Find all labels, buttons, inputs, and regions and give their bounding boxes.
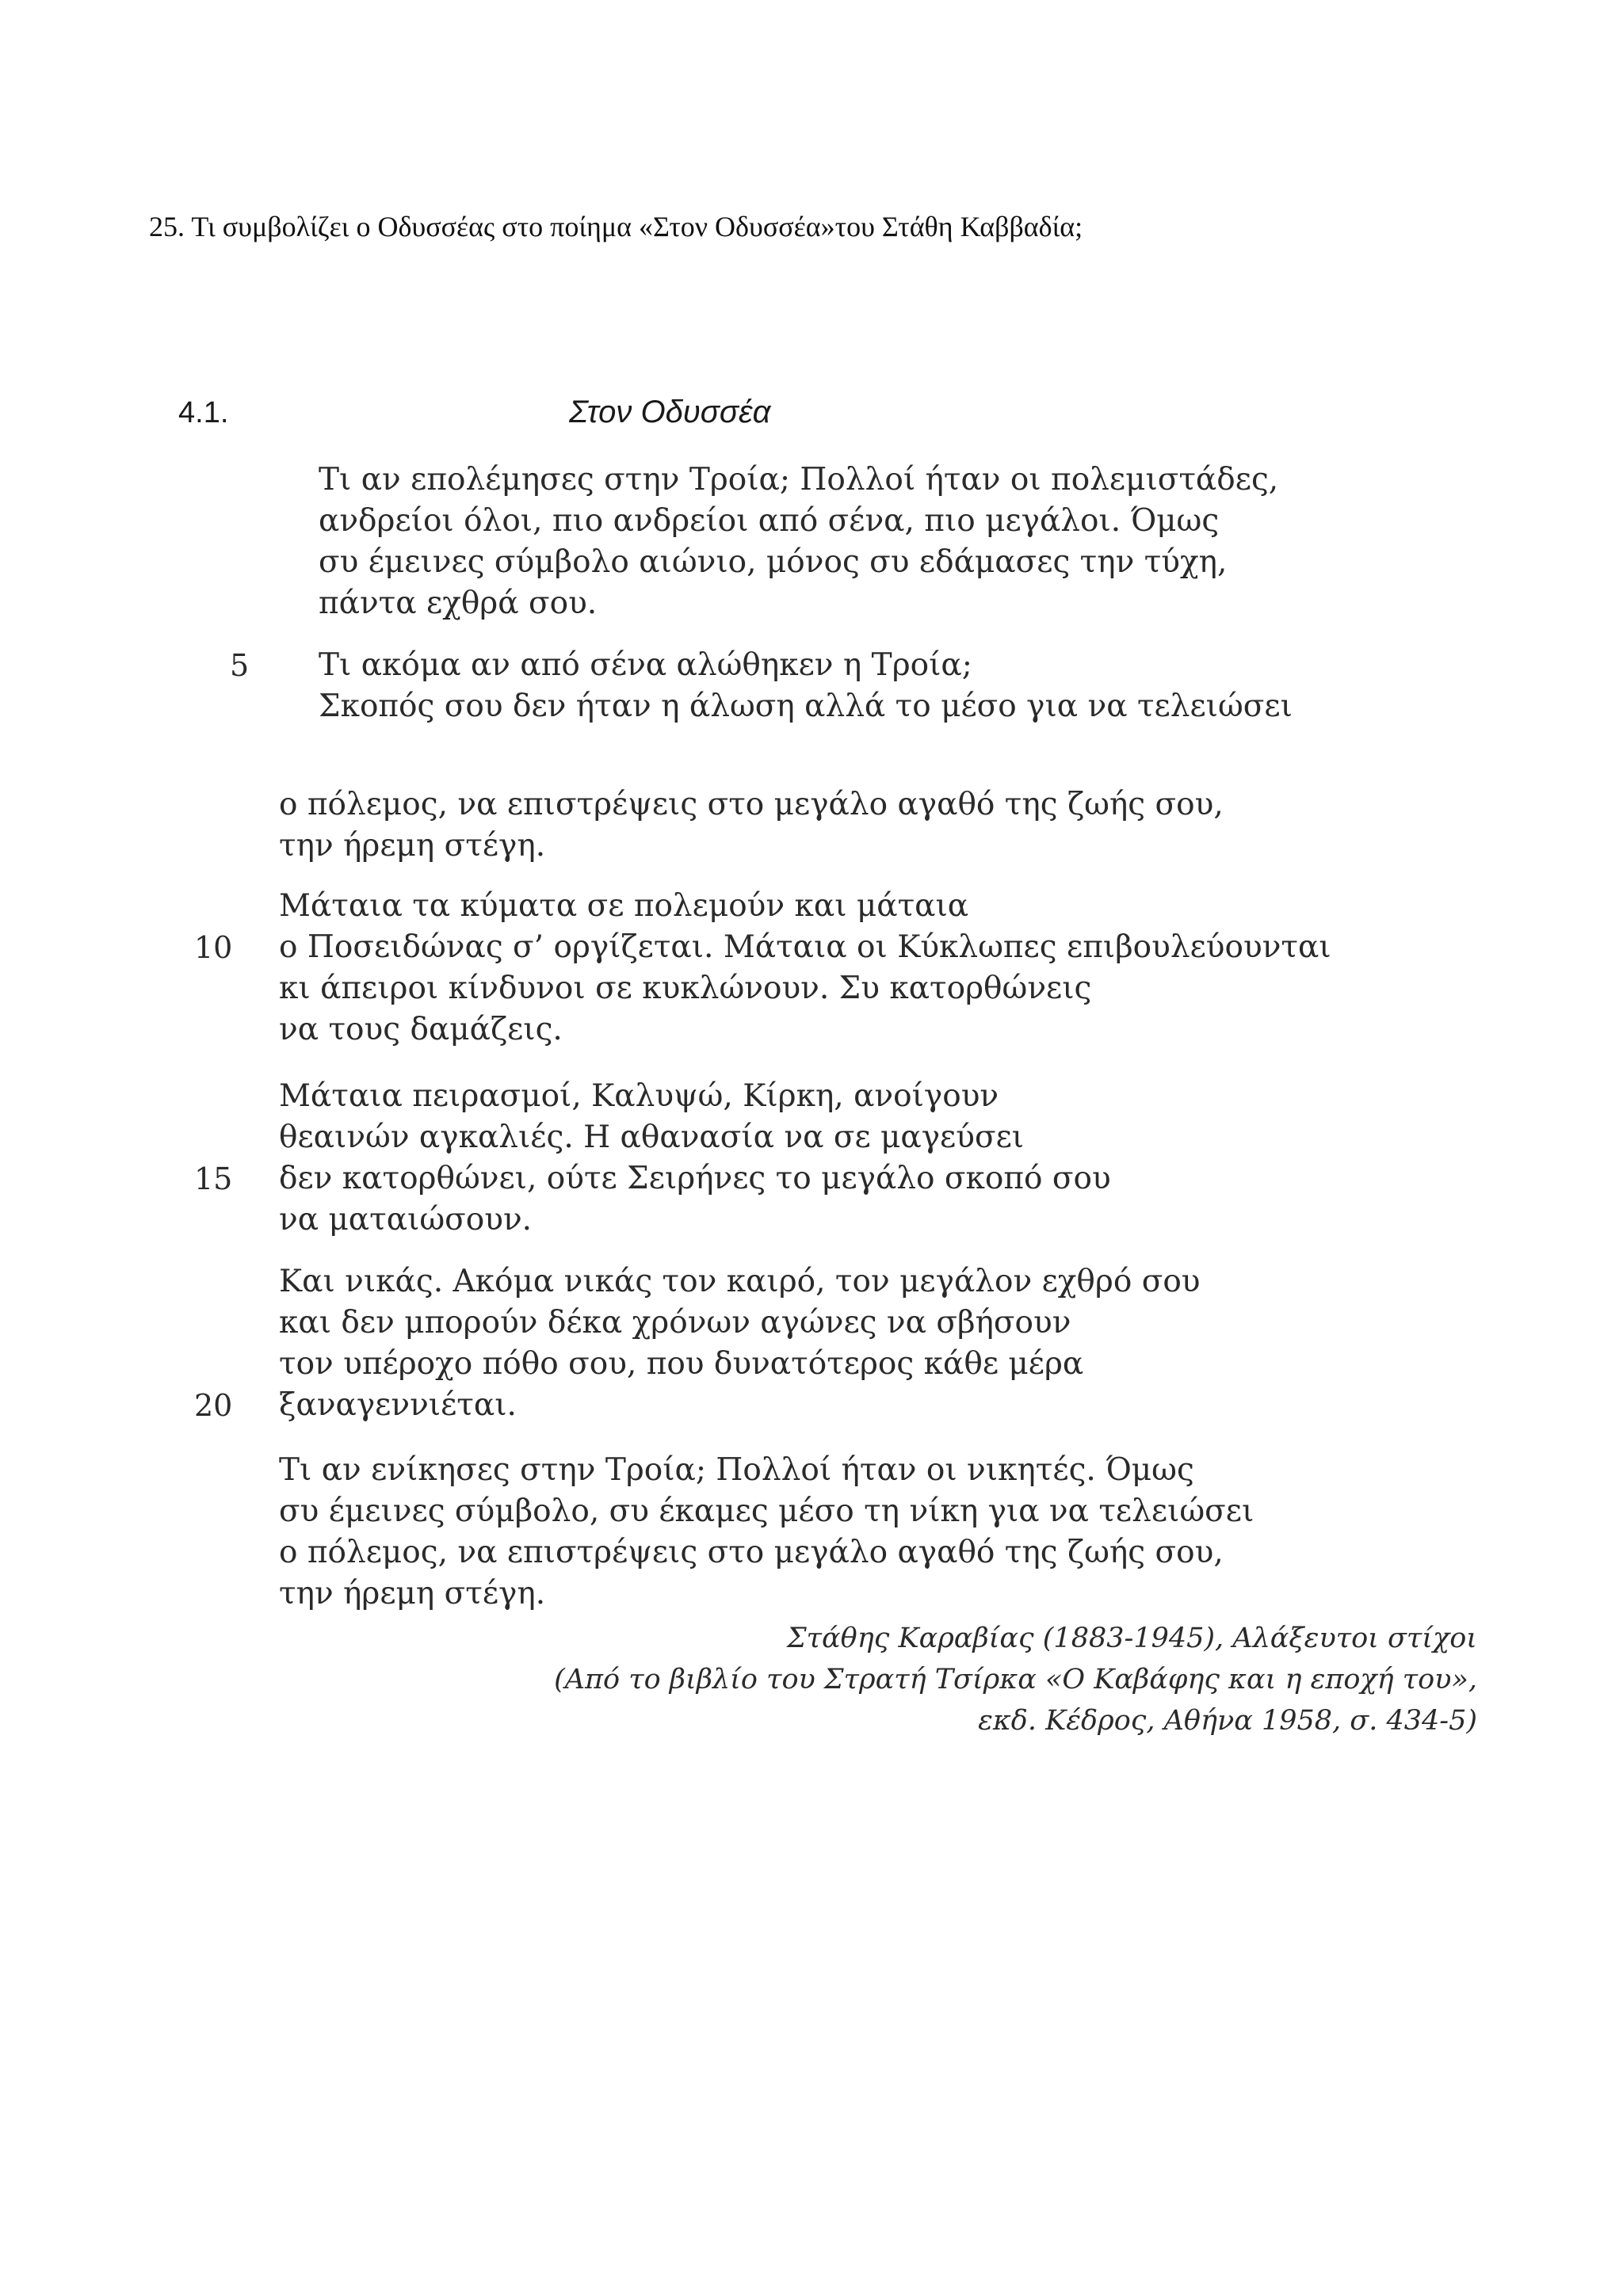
- poem-line: την ήρεμη στέγη.: [279, 828, 546, 864]
- poem-line: πάντα εχθρά σου.: [319, 585, 598, 621]
- source-book: (Από το βιβλίο του Στρατή Τσίρκα «Ο Καβάφης και η εποχή του»,: [554, 1664, 1477, 1695]
- poem-line: δεν κατορθώνει, ούτε Σειρήνες το μεγάλο σκοπό σου: [279, 1161, 1111, 1196]
- poem-title: Στον Οδυσσέα: [569, 395, 771, 429]
- poem-line: και δεν μπορούν δέκα χρόνων αγώνες να σβήσουν: [279, 1305, 1071, 1341]
- source-edition: εκδ. Κέδρος, Αθήνα 1958, σ. 434-5): [978, 1705, 1477, 1737]
- line-number: 20: [194, 1388, 233, 1423]
- poem-line: κι άπειροι κίνδυνοι σε κυκλώνουν. Συ κατορθώνεις: [279, 971, 1092, 1006]
- poem-line: Σκοπός σου δεν ήταν η άλωση αλλά το μέσο για να τελειώσει: [319, 688, 1293, 724]
- poem-line: ξαναγεννιέται.: [279, 1387, 517, 1423]
- poem-line: να τους δαμάζεις.: [279, 1012, 563, 1047]
- poem-line: ο Ποσειδώνας σ’ οργίζεται. Μάταια οι Κύκλωπες επιβουλεύουνται: [279, 929, 1331, 965]
- poem-line: να ματαιώσουν.: [279, 1202, 533, 1238]
- poem-line: ο πόλεμος, να επιστρέψεις στο μεγάλο αγαθό της ζωής σου,: [279, 1535, 1224, 1570]
- poem-line: Και νικάς. Ακόμα νικάς τον καιρό, τον μεγάλον εχθρό σου: [279, 1264, 1201, 1299]
- poem-line: ανδρείοι όλοι, πιο ανδρείοι από σένα, πιο μεγάλοι. Όμως: [319, 503, 1220, 539]
- section-number: 4.1.: [178, 396, 229, 429]
- poem-line: Τι ακόμα αν από σένα αλώθηκεν η Τροία;: [319, 647, 972, 683]
- poem-line: ο πόλεμος, να επιστρέψεις στο μεγάλο αγαθό της ζωής σου,: [279, 787, 1224, 822]
- poem-line: Μάταια πειρασμοί, Καλυψώ, Κίρκη, ανοίγουν: [279, 1078, 999, 1114]
- source-author: Στάθης Καραβίας (1883-1945), Αλάξευτοι στίχοι: [786, 1623, 1477, 1654]
- line-number: 10: [194, 930, 233, 965]
- poem-line: συ έμεινες σύμβολο αιώνιο, μόνος συ εδάμασες την τύχη,: [319, 544, 1228, 580]
- line-number: 15: [194, 1161, 233, 1196]
- poem-line: Τι αν ενίκησες στην Τροία; Πολλοί ήταν οι νικητές. Όμως: [279, 1452, 1194, 1488]
- question-text: 25. Τι συμβολίζει ο Οδυσσέας στο ποίημα «Στον Οδυσσέα»του Στάθη Καββαδία;: [149, 211, 1083, 242]
- line-number: 5: [230, 648, 250, 683]
- poem-line: συ έμεινες σύμβολο, συ έκαμες μέσο τη νίκη για να τελειώσει: [279, 1493, 1254, 1529]
- poem-line: Τι αν επολέμησες στην Τροία; Πολλοί ήταν οι πολεμιστάδες,: [319, 462, 1279, 498]
- poem-line: Μάταια τα κύματα σε πολεμούν και μάταια: [279, 888, 969, 924]
- poem-line: την ήρεμη στέγη.: [279, 1576, 546, 1611]
- poem-line: θεαινών αγκαλιές. Η αθανασία να σε μαγεύσει: [279, 1119, 1025, 1155]
- poem-line: τον υπέροχο πόθο σου, που δυνατότερος κάθε μέρα: [279, 1346, 1084, 1382]
